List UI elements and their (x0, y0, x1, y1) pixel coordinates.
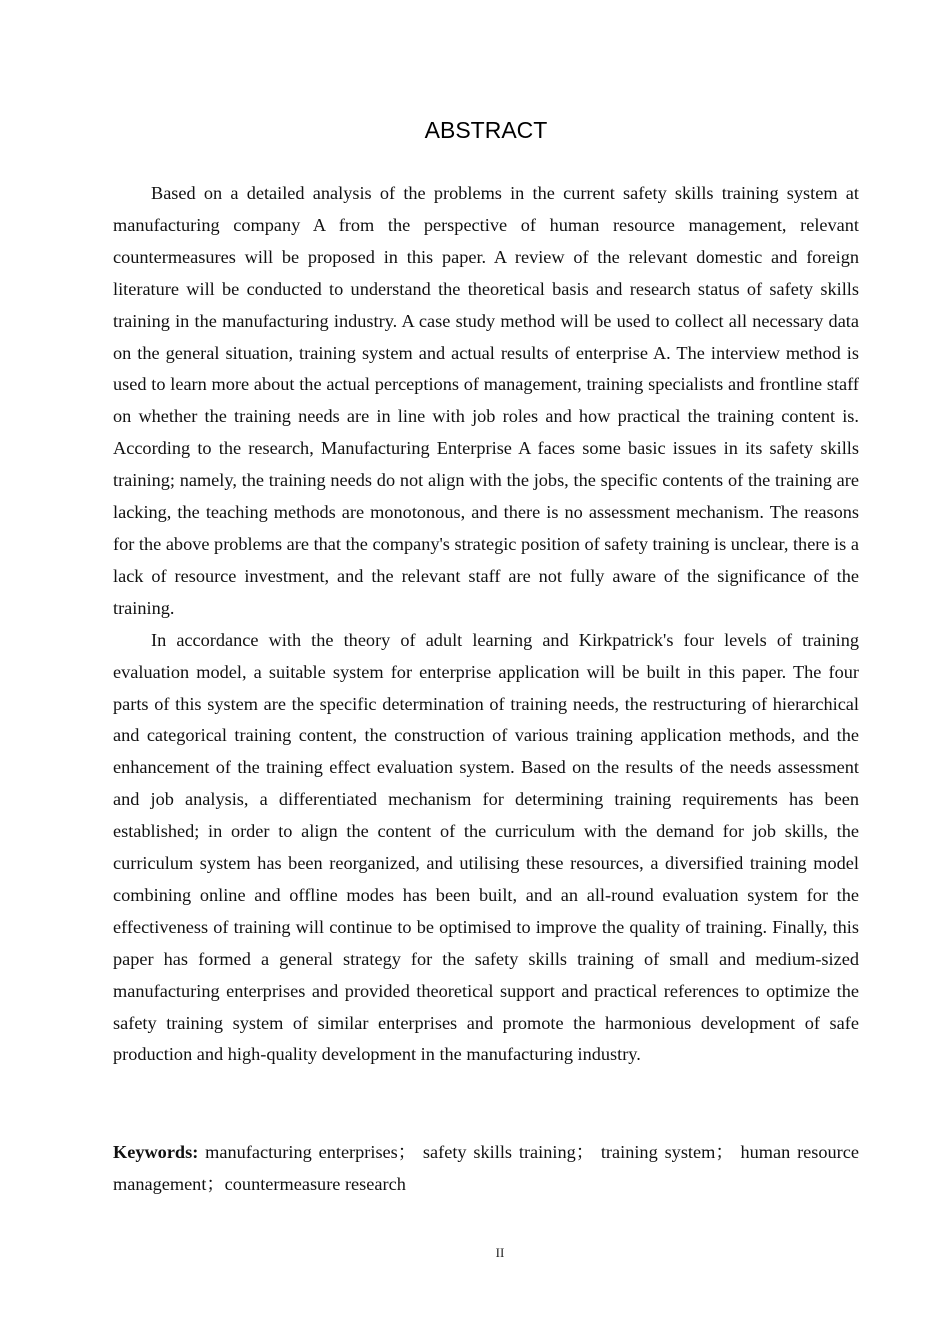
abstract-body (113, 178, 859, 1071)
keywords-text: manufacturing enterprises； safety skills training； training system； human resource management；countermeasure research (113, 1142, 859, 1194)
abstract-paragraph-2: In accordance with the theory of adult learning and Kirkpatrick's four levels of training evaluation model, a suitable system for enterprise application will be built in this paper. The four parts of this system are the specific determination of training needs, the restructuring of hierarchical and categorical training content, the construction of various training application methods, and the enhancement of the training effect evaluation system. Based on the results of the needs assessment and job analysis, a differentiated mechanism for determining training requirements has been established; in order to align the content of the curriculum with the demand for job skills, the curriculum system has been reorganized, and utilising these resources, a diversified training model combining online and offline modes has been built, and an all-round evaluation system for the effectiveness of training will continue to be optimised to improve the quality of training. Finally, this paper has formed a general strategy for the safety skills training of small and medium-sized manufacturing enterprises and provided theoretical support and practical references to optimize the safety training system of similar enterprises and promote the harmonious development of safe production and high-quality development in the manufacturing industry. (113, 629, 859, 1065)
keywords-line (113, 1136, 859, 1200)
abstract-paragraph-1: Based on a detailed analysis of the problems in the current safety skills training system at manufacturing company A from the perspective of human resource management, relevant countermeasures will be proposed in this paper. A review of the relevant domestic and foreign literature will be conducted to understand the theoretical basis and research status of safety skills training in the manufacturing industry. A case study method will be used to collect all necessary data on the general situation, training system and actual results of enterprise A. The interview method is used to learn more about the actual perceptions of management, training specialists and frontline staff on whether the training needs are in line with job roles and how practical the training content is. According to the research, Manufacturing Enterprise A faces some basic issues in its safety skills training; namely, the training needs do not align with the jobs, the specific contents of the training are lacking, the teaching methods are monotonous, and there is no assessment mechanism. The reasons for the above problems are that the company's strategic position of safety training is unclear, there is a lack of resource investment, and the relevant staff are not fully aware of the significance of the training. (113, 183, 859, 618)
abstract-title: ABSTRACT (424, 117, 548, 143)
keywords-label: Keywords: (113, 1142, 199, 1162)
page-number: II (495, 1245, 505, 1260)
